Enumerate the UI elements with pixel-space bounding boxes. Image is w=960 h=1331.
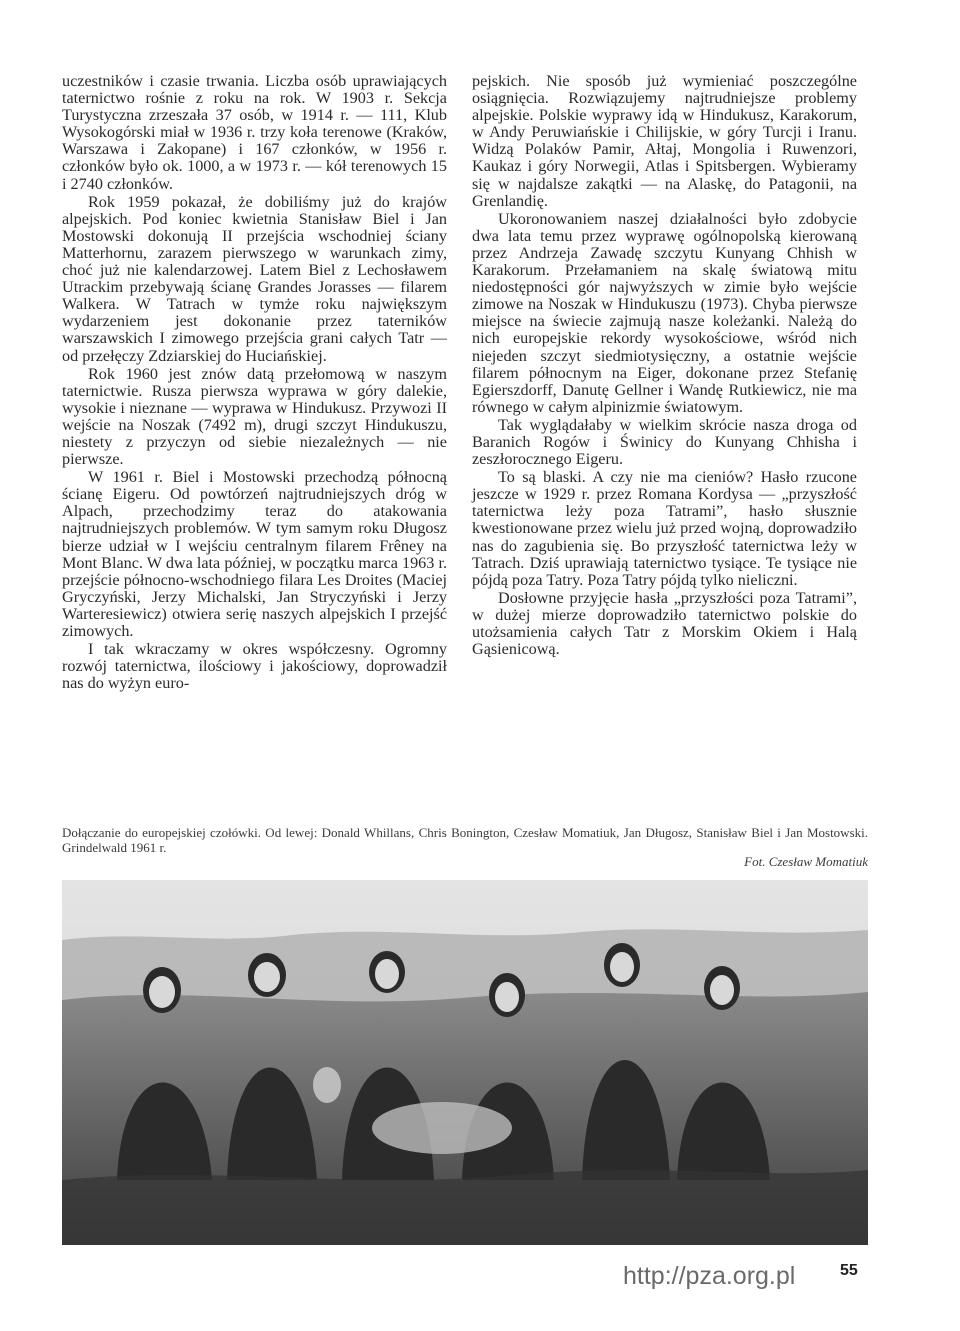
right-text-column	[472, 73, 857, 658]
page-number: 55	[840, 1262, 858, 1279]
photo-caption: Dołączanie do europejskiej czołówki. Od lewej: Donald Whillans, Chris Bonington, Czesław Momatiuk, Jan Długosz, Stanisław Biel i Jan Mostowski. Grindelwald 1961 r.	[62, 825, 868, 855]
paragraph: W 1961 r. Biel i Mostowski przechodzą północną ścianę Eigeru. Od powtórzeń najtrudniejszych dróg w Alpach, przechodzimy teraz do atakowania najtrudniejszych problemów. W tym samym roku Długosz bierze udział w I wejściu centralnym filarem Frêney na Mont Blanc. W dwa lata później, w początku marca 1963 r. przejście północno-wschodniego filara Les Droites (Maciej Gryczyński, Jerzy Michalski, Jan Stryczyński i Jerzy Warteresiewicz) otwiera serię naszych alpejskich I przejść zimowych.	[62, 468, 447, 640]
paragraph: To są blaski. A czy nie ma cieniów? Hasło rzucone jeszcze w 1929 r. przez Romana Kordysa — „przyszłość taternictwa leży poza Tatrami”, hasło słusznie kwestionowane przez wielu już przed wojną, doprowadziło nas do zagubienia się. Bo przyszłość taternictwa leży w Tatrach. Dziś uprawiają taternictwo tysiące. Te tysiące nie pójdą poza Tatry. Poza Tatry pójdą tylko nieliczni.	[472, 468, 857, 589]
group-photo	[62, 880, 868, 1245]
climbers-photo-illustration	[62, 880, 868, 1245]
paragraph: Rok 1959 pokazał, że dobiliśmy już do krajów alpejskich. Pod koniec kwietnia Stanisław Biel i Jan Mostowski dokonują II przejścia wschodniej ściany Matterhornu, zarazem pierwszego w warunkach zimy, choć już nie kalendarzowej. Latem Biel z Lechosławem Utrackim przebywają ścianę Grandes Jorasses — filarem Walkera. W Tatrach w tymże roku największym wydarzeniem jest dokonanie przez taterników warszawskich I zimowego przejścia grani całych Tatr — od przełęczy Zdziarskiej do Huciańskiej.	[62, 192, 447, 365]
left-text-column	[62, 73, 447, 692]
paragraph: Dosłowne przyjęcie hasła „przyszłości poza Tatrami”, w dużej mierze doprowadziło taternictwo polskie do utożsamienia całych Tatr z Morskim Okiem i Halą Gąsienicową.	[472, 588, 857, 659]
paragraph: I tak wkraczamy w okres współczesny. Ogromny rozwój taternictwa, ilościowy i jakościowy, doprowadził nas do wyżyn euro-	[62, 640, 447, 693]
paragraph: pejskich. Nie sposób już wymieniać poszczególne osiągnięcia. Rozwiązujemy najtrudniejsze problemy alpejskie. Polskie wyprawy idą w Hindukusz, Karakorum, w Andy Peruwiańskie i Chilijskie, w góry Turcji i Iranu. Widzą Polaków Pamir, Ałtaj, Mongolia i Ruwenzori, Kaukaz i góry Norwegii, Atlas i Spitsbergen. Wybieramy się w najdalsze zakątki — na Alaskę, do Patagonii, na Grenlandię.	[472, 72, 857, 210]
paragraph: uczestników i czasie trwania. Liczba osób uprawiających taternictwo rośnie z roku na rok. W 1903 r. Sekcja Turystyczna zrzeszała 37 osób, w 1914 r. — 111, Klub Wysokogórski miał w 1936 r. trzy koła terenowe (Kraków, Warszawa i Zakopane) i 167 członków, w 1956 r. członków było ok. 1000, a w 1973 r. — kół terenowych 15 i 2740 członków.	[62, 72, 447, 193]
paragraph: Rok 1960 jest znów datą przełomową w naszym taternictwie. Rusza pierwsza wyprawa w góry dalekie, wysokie i nieznane — wyprawa w Hindukusz. Przywozi II wejście na Noszak (7492 m), drugi szczyt Hindukuszu, niestety z przyczyn od siebie niezależnych — nie pierwsze.	[62, 364, 447, 469]
photo-credit: Fot. Czesław Momatiuk	[744, 854, 868, 869]
paragraph: Tak wyglądałaby w wielkim skrócie nasza droga od Baranich Rogów i Świnicy do Kunyang Chhisha i zeszłorocznego Eigeru.	[472, 415, 857, 469]
paragraph: Ukoronowaniem naszej działalności było zdobycie dwa lata temu przez wyprawę ogólnopolską kierowaną przez Andrzeja Zawadę szczytu Kunyang Chhish w Karakorum. Przełamaniem na skalę światową mitu niedostępności gór najwyższych w zimie było wejście zimowe na Noszak w Hindukuszu (1973). Chyba pierwsze miejsce na świecie zajmują nasze koleżanki. Należą do nich europejskie rekordy wysokościowe, wśród nich niejeden szczyt siedmiotysięczny, a ostatnie wejście filarem północnym na Eiger, dokonane przez Stefanię Egierszdorff, Danutę Gellner i Wandę Rutkiewicz, nie ma równego w całym alpinizmie światowym.	[472, 209, 857, 416]
footer-url: http://pza.org.pl	[623, 1262, 796, 1290]
